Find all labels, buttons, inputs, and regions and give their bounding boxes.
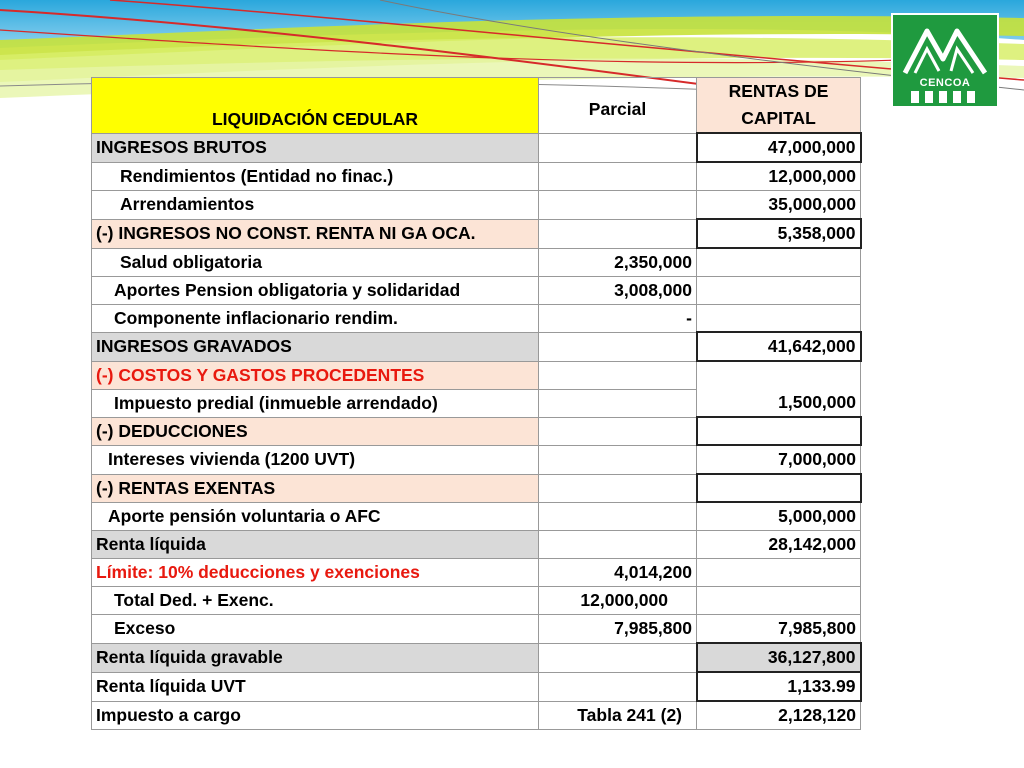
row-concept: Renta líquida <box>92 531 539 559</box>
table-row <box>92 133 861 162</box>
table-row <box>92 531 861 559</box>
table-row <box>92 559 861 587</box>
row-rentas: 5,358,000 <box>697 219 861 248</box>
row-rentas: 1,133.99 <box>697 672 861 701</box>
table-row <box>92 332 861 361</box>
row-concept: Total Ded. + Exenc. <box>92 587 539 615</box>
row-concept: Aporte pensión voluntaria o AFC <box>92 502 539 531</box>
table-row <box>92 502 861 531</box>
table-row <box>92 672 861 701</box>
mountain-logo-icon <box>893 15 997 106</box>
table-row <box>92 191 861 220</box>
row-concept: (-) DEDUCCIONES <box>92 417 539 445</box>
row-parcial: Tabla 241 (2) <box>539 701 697 730</box>
row-concept: Arrendamientos <box>92 191 539 220</box>
row-parcial <box>539 191 697 220</box>
row-parcial <box>539 672 697 701</box>
table-row <box>92 276 861 304</box>
row-rentas: 5,000,000 <box>697 502 861 531</box>
table-row <box>92 248 861 276</box>
cencoa-logo <box>891 13 999 108</box>
row-parcial <box>539 133 697 162</box>
row-rentas <box>697 417 861 445</box>
table-row <box>92 219 861 248</box>
row-parcial <box>539 332 697 361</box>
row-rentas <box>697 587 861 615</box>
row-rentas <box>697 276 861 304</box>
row-concept: Límite: 10% deducciones y exenciones <box>92 559 539 587</box>
row-parcial <box>539 417 697 445</box>
row-rentas: 1,500,000 <box>697 361 861 417</box>
row-concept: Renta líquida UVT <box>92 672 539 701</box>
row-parcial <box>539 643 697 672</box>
row-rentas: 41,642,000 <box>697 332 861 361</box>
table-row <box>92 643 861 672</box>
row-parcial: 7,985,800 <box>539 615 697 644</box>
table-header-row <box>92 78 861 134</box>
row-concept: Aportes Pension obligatoria y solidaridad <box>92 276 539 304</box>
table-row <box>92 445 861 474</box>
table-row <box>92 304 861 332</box>
row-rentas <box>697 474 861 502</box>
row-rentas: 35,000,000 <box>697 191 861 220</box>
row-parcial <box>539 474 697 502</box>
row-concept: Rendimientos (Entidad no finac.) <box>92 162 539 191</box>
row-concept: Salud obligatoria <box>92 248 539 276</box>
row-parcial: - <box>539 304 697 332</box>
table-row <box>92 701 861 730</box>
row-rentas: 7,985,800 <box>697 615 861 644</box>
row-rentas <box>697 248 861 276</box>
row-parcial <box>539 361 697 389</box>
liquidacion-table <box>91 77 862 730</box>
header-rentas-line2: CAPITAL <box>741 108 816 128</box>
row-parcial <box>539 389 697 417</box>
row-parcial: 3,008,000 <box>539 276 697 304</box>
row-concept: (-) COSTOS Y GASTOS PROCEDENTES <box>92 361 539 389</box>
row-concept: INGRESOS GRAVADOS <box>92 332 539 361</box>
row-parcial <box>539 219 697 248</box>
table-row <box>92 361 861 389</box>
row-concept: Intereses vivienda (1200 UVT) <box>92 445 539 474</box>
row-parcial <box>539 445 697 474</box>
row-concept: Exceso <box>92 615 539 644</box>
logo-text: CENCOA <box>919 77 971 89</box>
row-rentas: 12,000,000 <box>697 162 861 191</box>
row-parcial <box>539 502 697 531</box>
row-parcial <box>539 531 697 559</box>
row-parcial: 2,350,000 <box>539 248 697 276</box>
row-rentas: 28,142,000 <box>697 531 861 559</box>
header-parcial: Parcial <box>539 78 697 134</box>
row-parcial: 4,014,200 <box>539 559 697 587</box>
row-parcial <box>539 162 697 191</box>
row-rentas <box>697 304 861 332</box>
row-rentas: 7,000,000 <box>697 445 861 474</box>
row-concept: Impuesto a cargo <box>92 701 539 730</box>
table-row <box>92 474 861 502</box>
header-concept: LIQUIDACIÓN CEDULAR <box>92 78 539 134</box>
header-rentas <box>697 78 861 134</box>
row-rentas <box>697 559 861 587</box>
table-row <box>92 417 861 445</box>
row-rentas: 36,127,800 <box>697 643 861 672</box>
row-concept: Componente inflacionario rendim. <box>92 304 539 332</box>
table-row <box>92 162 861 191</box>
row-rentas: 2,128,120 <box>697 701 861 730</box>
row-rentas: 47,000,000 <box>697 133 861 162</box>
row-concept: INGRESOS BRUTOS <box>92 133 539 162</box>
table-row <box>92 587 861 615</box>
row-concept: Renta líquida gravable <box>92 643 539 672</box>
row-parcial: 12,000,000 <box>539 587 697 615</box>
header-rentas-line1: RENTAS DE <box>728 81 829 101</box>
table-row <box>92 615 861 644</box>
row-concept: (-) INGRESOS NO CONST. RENTA NI GA OCA. <box>92 219 539 248</box>
row-concept: (-) RENTAS EXENTAS <box>92 474 539 502</box>
row-concept: Impuesto predial (inmueble arrendado) <box>92 389 539 417</box>
